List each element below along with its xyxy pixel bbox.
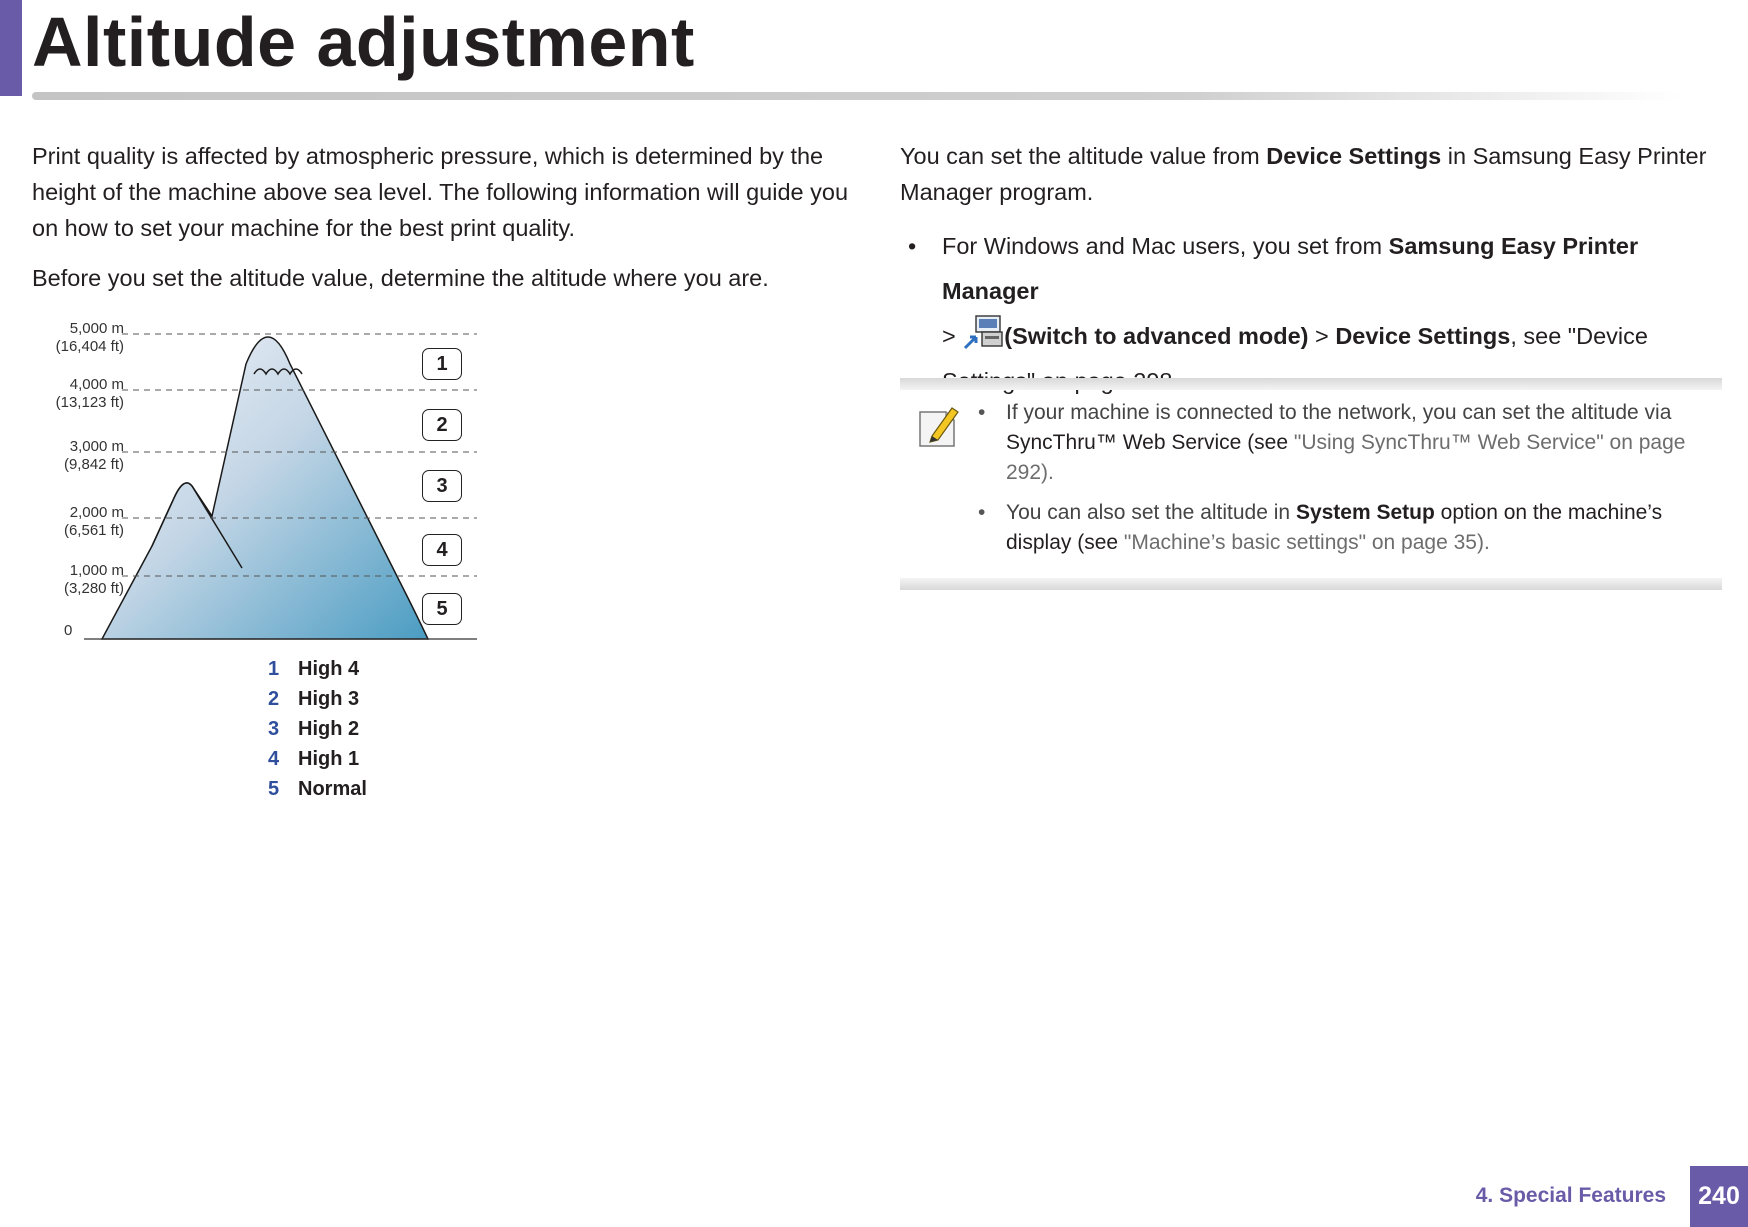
legend-number: 2 [268,688,280,710]
basic-settings-link[interactable]: "Machine’s basic settings" on page 35). [1123,531,1490,554]
y-label-5000: 5,000 m (16,404 ft) [55,320,124,355]
marker-5: 5 [422,593,462,625]
windows-mac-bullet: • For Windows and Mac users, you set from Samsung Easy Printer Manager > (Switch to advanced mode) > Device Settings, see "Device [900,224,1722,404]
left-column [32,138,852,310]
marker-1: 1 [422,348,462,380]
note-item-network: • If your machine is connected to the network, you can set the altitude via SyncThru™ Web Service (see "Using SyncThru™ Web Service" on page 292). [974,398,1722,488]
legend-number: 5 [268,778,280,800]
title-divider [32,92,1682,100]
note-box [900,378,1722,592]
note-item-system-setup: • You can also set the altitude in System Setup option on the machine’s display (see "Machine’s basic settings" on page 35). [974,498,1722,558]
page-title: Altitude adjustment [32,3,695,81]
mountain-shape [102,337,428,639]
legend-number: 1 [268,658,280,680]
legend-item [268,684,367,714]
legend-label: High 1 [298,748,360,770]
bullet-dot: • [978,401,986,424]
page-number-badge: 240 [1690,1166,1748,1227]
y-label-2000: 2,000 m (6,561 ft) [63,504,124,539]
marker-4: 4 [422,534,462,566]
y-label-3000: 3,000 m (9,842 ft) [63,438,124,473]
settings-intro: You can set the altitude value from Device Settings in Samsung Easy Printer Manager program. [900,143,1707,205]
legend-label: Normal [298,778,367,800]
advanced-mode-icon [962,314,1004,352]
marker-2: 2 [422,409,462,441]
altitude-legend [268,654,367,804]
switch-advanced-mode-ref: (Switch to advanced mode) [1004,323,1309,349]
legend-number: 4 [268,748,280,770]
system-setup-ref: System Setup [1295,501,1435,524]
legend-number: 3 [268,718,280,740]
y-label-zero: 0 [64,622,73,639]
legend-label: High 3 [298,688,360,710]
legend-item [268,654,367,684]
note-top-bar [900,378,1722,390]
device-settings-ref-2: Device Settings [1335,323,1511,349]
footer-section-label: 4. Special Features [1475,1184,1666,1207]
syncthru-link[interactable]: "Using SyncThru™ Web Service" on page 292). [1006,431,1686,484]
y-label-4000: 4,000 m (13,123 ft) [55,376,124,411]
intro-paragraph: Print quality is affected by atmospheric pressure, which is determined by the height of the machine above sea level. The following information will guide you on how to set your machine for the best print quality. [32,143,849,241]
marker-3: 3 [422,470,462,502]
device-settings-ref: Device Settings [1266,143,1442,169]
legend-item [268,744,367,774]
legend-item [268,714,367,744]
note-bottom-bar [900,578,1722,590]
note-pencil-icon [916,404,960,450]
instruction-paragraph: Before you set the altitude value, determine the altitude where you are. [32,265,769,291]
bullet-dot: • [978,501,986,524]
title-accent-bar [0,0,22,96]
right-column [900,138,1722,404]
legend-label: High 4 [298,658,360,680]
y-label-1000: 1,000 m (3,280 ft) [63,562,124,597]
bullet-dot: • [908,233,917,259]
legend-label: High 2 [298,718,360,740]
note-list [974,398,1722,568]
sepm-ref: Samsung Easy Printer Manager [942,233,1639,304]
legend-item [268,774,367,804]
altitude-diagram [32,316,482,646]
